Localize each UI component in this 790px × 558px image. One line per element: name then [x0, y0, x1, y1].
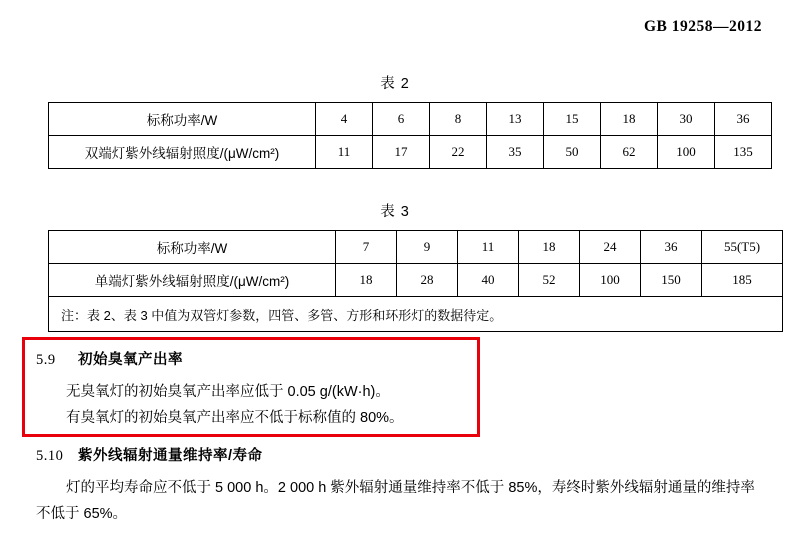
- table-cell: 62: [601, 136, 658, 169]
- table-cell: 9: [397, 231, 458, 264]
- table-row: [49, 136, 772, 169]
- clause-5-10: [36, 444, 756, 527]
- table-cell: 11: [316, 136, 373, 169]
- table-row: [49, 103, 772, 136]
- clause-5-9: [36, 348, 466, 431]
- table-cell: 18: [601, 103, 658, 136]
- clause-5-10-paragraph-1: 灯的平均寿命应不低于 5 000 h。2 000 h 紫外辐射通量维持率不低于 85%，寿终时紫外线辐射通量的维持率不低于 65%。: [36, 480, 755, 522]
- table-3-note: 注：表 2、表 3 中值为双管灯参数，四管、多管、方形和环形灯的数据待定。: [49, 297, 783, 332]
- table-cell: 15: [544, 103, 601, 136]
- clause-5-9-paragraph-2: 有臭氧灯的初始臭氧产出率应不低于标称值的 80%。: [66, 410, 404, 426]
- table-cell: 28: [397, 264, 458, 297]
- clause-5-10-number: 5.10: [36, 448, 64, 464]
- table-cell: 18: [519, 231, 580, 264]
- table-2-row-header-power: 标称功率/W: [49, 103, 316, 136]
- clause-5-9-number: 5.9: [36, 352, 56, 368]
- table-cell: 13: [487, 103, 544, 136]
- table-3-row-header-power: 标称功率/W: [49, 231, 336, 264]
- table-cell: 135: [715, 136, 772, 169]
- table-2: [48, 102, 772, 169]
- table-cell: 18: [336, 264, 397, 297]
- table-cell: 36: [641, 231, 702, 264]
- clause-5-10-heading: [36, 444, 756, 465]
- table-cell: 24: [580, 231, 641, 264]
- table-row: [49, 231, 783, 264]
- table-cell: 30: [658, 103, 715, 136]
- table-cell: 100: [658, 136, 715, 169]
- table-3-caption: 表 3: [380, 204, 410, 220]
- table-cell: 4: [316, 103, 373, 136]
- table-row: [49, 297, 783, 332]
- table-2-caption: 表 2: [380, 76, 410, 92]
- table-cell: 6: [373, 103, 430, 136]
- table-cell: 7: [336, 231, 397, 264]
- standard-code-header: GB 19258—2012: [643, 18, 762, 35]
- table-cell: 52: [519, 264, 580, 297]
- table-cell: 150: [641, 264, 702, 297]
- clause-5-9-heading: [36, 348, 466, 369]
- table-3-row-header-irradiance: 单端灯紫外线辐射照度/(μW/cm²): [49, 264, 336, 297]
- table-cell: 40: [458, 264, 519, 297]
- table-cell: 185: [702, 264, 783, 297]
- table-cell: 8: [430, 103, 487, 136]
- table-cell: 11: [458, 231, 519, 264]
- table-cell: 100: [580, 264, 641, 297]
- table-2-row-header-irradiance: 双端灯紫外线辐射照度/(μW/cm²): [49, 136, 316, 169]
- table-row: [49, 264, 783, 297]
- table-cell: 36: [715, 103, 772, 136]
- clause-5-9-paragraph-1: 无臭氧灯的初始臭氧产出率应低于 0.05 g/(kW·h)。: [66, 384, 390, 400]
- table-cell: 22: [430, 136, 487, 169]
- table-cell: 17: [373, 136, 430, 169]
- table-cell: 50: [544, 136, 601, 169]
- clause-5-10-title: 紫外线辐射通量维持率/寿命: [78, 448, 263, 464]
- table-cell: 35: [487, 136, 544, 169]
- table-3: [48, 230, 783, 332]
- table-cell: 55(T5): [702, 231, 783, 264]
- clause-5-9-title: 初始臭氧产出率: [78, 352, 183, 368]
